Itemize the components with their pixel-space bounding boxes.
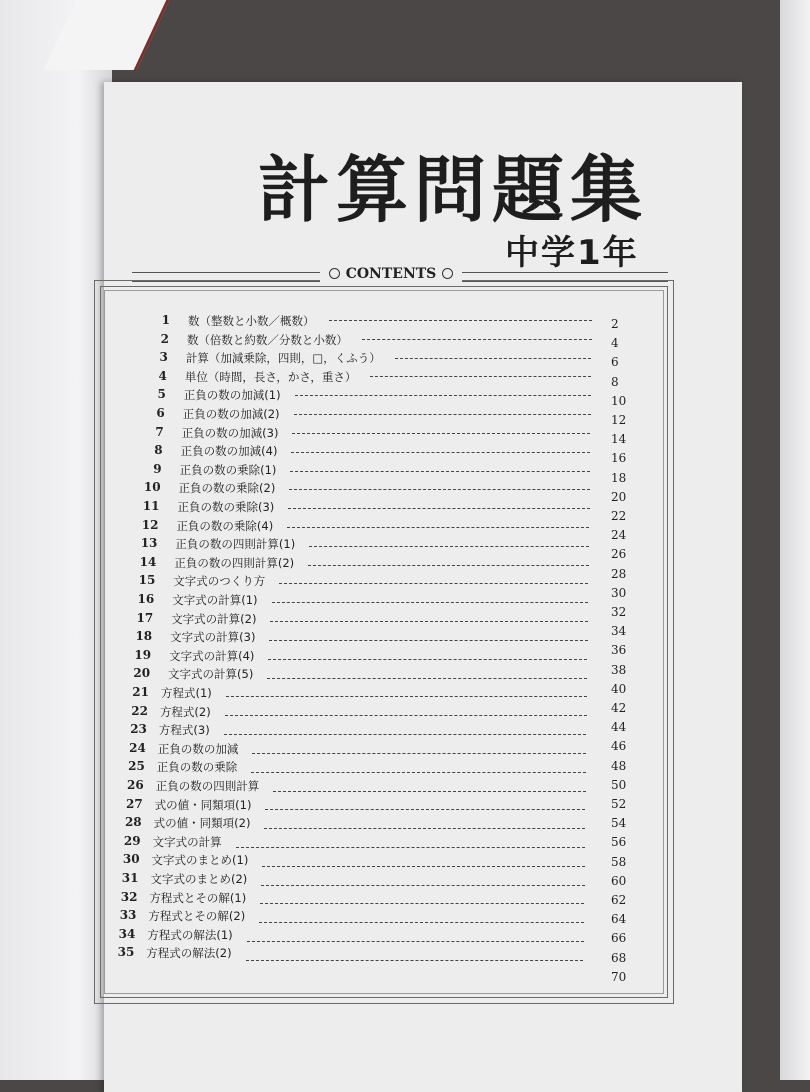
toc-item-page: 36 xyxy=(611,643,627,658)
toc-item-page: 56 xyxy=(611,835,627,850)
toc-item-number: 12 xyxy=(141,517,159,532)
toc-item-page: 28 xyxy=(611,566,627,581)
toc-item-leader xyxy=(226,696,587,697)
toc-item-leader xyxy=(265,809,585,810)
contents-heading xyxy=(320,266,462,282)
toc-item-leader xyxy=(251,772,586,773)
toc-item-label[interactable]: 正負の数の加減 xyxy=(157,741,239,756)
toc-item-page: 44 xyxy=(611,720,627,735)
toc-item-number: 4 xyxy=(158,368,167,383)
toc-item-number: 6 xyxy=(156,406,165,420)
toc-item-number: 30 xyxy=(122,852,140,867)
toc-item-number: 15 xyxy=(138,573,156,588)
toc-item-page: 6 xyxy=(611,355,619,370)
toc-item-page: 22 xyxy=(611,509,627,523)
toc-item-page: 2 xyxy=(611,317,619,331)
toc-item-page: 64 xyxy=(611,912,627,927)
toc-item-number: 34 xyxy=(118,926,136,941)
toc-item-number: 19 xyxy=(134,647,152,662)
toc-item-page: 42 xyxy=(611,701,627,715)
toc-item-leader xyxy=(288,508,589,509)
toc-item-leader xyxy=(261,885,584,886)
toc-item-number: 13 xyxy=(140,536,158,551)
toc-item-leader xyxy=(329,320,593,321)
right-book-page xyxy=(780,0,810,1080)
toc-item-label[interactable]: 文字式のつくり方 xyxy=(173,574,266,589)
toc-item-leader xyxy=(370,376,591,377)
toc-item-label[interactable]: 正負の数の乗除 xyxy=(156,760,238,775)
toc-item-label[interactable]: 文字式の計算(3) xyxy=(170,630,256,645)
toc-item-number: 31 xyxy=(121,871,139,885)
toc-item-label[interactable]: 正負の数の乗除(4) xyxy=(176,518,274,533)
toc-item-label[interactable]: 正負の数の四則計算(2) xyxy=(174,555,295,570)
toc-item-leader xyxy=(290,471,590,472)
toc-item-page: 16 xyxy=(611,451,627,466)
toc-item-number: 2 xyxy=(160,331,169,346)
toc-item-number: 33 xyxy=(119,908,137,923)
toc-item-number: 1 xyxy=(161,313,170,327)
toc-item-label[interactable]: 数（倍数と約数／分数と小数） xyxy=(186,332,348,347)
toc-item-page: 12 xyxy=(611,413,627,427)
toc-item-label[interactable]: 単位（時間，長さ，かさ，重さ） xyxy=(184,369,357,384)
toc-item-number: 27 xyxy=(125,796,143,811)
toc-item-page: 4 xyxy=(611,336,619,351)
toc-item-page: 66 xyxy=(611,931,627,946)
toc-item-page: 58 xyxy=(611,854,627,869)
toc-item-label[interactable]: 文字式の計算(1) xyxy=(172,593,258,607)
toc-item-leader xyxy=(395,358,592,359)
toc-item-label[interactable]: 方程式(3) xyxy=(158,723,210,738)
toc-item-label[interactable]: 文字式のまとめ(2) xyxy=(150,872,248,886)
toc-item-number: 10 xyxy=(143,480,161,495)
toc-item-number: 7 xyxy=(155,424,164,439)
toc-item-page: 26 xyxy=(611,547,627,562)
contents-heading-text: CONTENTS xyxy=(345,266,437,282)
contents-rule-left xyxy=(132,272,320,282)
toc-item-label[interactable]: 式の値・同類項(2) xyxy=(153,816,251,831)
toc-item-page: 20 xyxy=(611,489,627,504)
toc-item-leader xyxy=(272,602,589,603)
toc-item-leader xyxy=(260,903,584,904)
toc-item-number: 32 xyxy=(120,889,138,904)
toc-item-number: 29 xyxy=(123,833,141,848)
book-title: 計算問題集 xyxy=(258,148,649,232)
toc-item-label[interactable]: 正負の数の加減(4) xyxy=(180,444,278,459)
toc-item-leader xyxy=(267,678,587,679)
toc-item-page: 68 xyxy=(611,950,627,965)
toc-item-number: 21 xyxy=(132,685,149,699)
toc-item-number: 26 xyxy=(127,778,144,792)
toc-item-label[interactable]: 正負の数の乗除(3) xyxy=(177,500,275,514)
toc-item-leader xyxy=(308,565,589,566)
toc-item-page: 40 xyxy=(611,681,627,696)
toc-item-label[interactable]: 文字式の計算(5) xyxy=(168,667,254,682)
toc-item-page: 34 xyxy=(611,624,627,639)
toc-item-number: 18 xyxy=(135,629,153,644)
circle-ornament-icon xyxy=(329,268,340,279)
toc-item-label[interactable]: 方程式(1) xyxy=(161,686,212,700)
toc-item-label[interactable]: 式の値・同類項(1) xyxy=(154,797,252,812)
toc-item-leader xyxy=(236,847,585,848)
contents-rule-right xyxy=(462,272,668,282)
toc-item-leader xyxy=(259,922,584,923)
toc-item-leader xyxy=(224,734,587,735)
toc-item-label[interactable]: 文字式のまとめ(1) xyxy=(151,853,249,868)
toc-item-number: 28 xyxy=(124,815,142,830)
toc-item-page: 38 xyxy=(611,662,627,677)
toc-item-number: 8 xyxy=(154,443,163,458)
toc-item-page: 8 xyxy=(611,374,619,389)
toc-item-label[interactable]: 正負の数の四則計算(1) xyxy=(175,537,296,552)
toc-item-leader xyxy=(287,527,589,528)
toc-item-leader xyxy=(279,583,588,584)
toc-item-label[interactable]: 方程式の解法(2) xyxy=(146,946,232,961)
toc-item-page: 48 xyxy=(611,758,627,773)
toc-item-page: 30 xyxy=(611,585,627,600)
book-subtitle: 中学1年 xyxy=(505,233,639,273)
toc-item-number: 22 xyxy=(131,703,148,718)
toc-item-leader xyxy=(268,659,587,660)
toc-item-page: 60 xyxy=(611,873,627,888)
toc-item-label[interactable]: 正負の数の加減(3) xyxy=(181,425,279,440)
toc-item-leader xyxy=(295,395,591,396)
toc-item-number: 24 xyxy=(129,740,146,755)
toc-item-leader xyxy=(289,489,589,490)
toc-item-leader xyxy=(252,753,586,754)
toc-item-label[interactable]: 文字式の計算(4) xyxy=(169,648,255,663)
toc-item-leader xyxy=(294,414,591,415)
circle-ornament-icon xyxy=(442,268,453,279)
toc-item-page: 46 xyxy=(611,739,627,754)
toc-item-page: 52 xyxy=(611,797,627,811)
toc-item-label[interactable]: 方程式(2) xyxy=(159,704,211,719)
toc-item-label[interactable]: 正負の数の乗除(2) xyxy=(178,481,276,496)
toc-item-page: 24 xyxy=(611,528,627,543)
toc-item-label[interactable]: 文字式の計算 xyxy=(152,834,222,849)
toc-item-page: 62 xyxy=(611,893,627,907)
toc-item-number: 9 xyxy=(153,461,162,476)
toc-item-page: 18 xyxy=(611,470,627,485)
toc-item-leader xyxy=(309,546,589,547)
toc-item-label[interactable]: 方程式とその解(2) xyxy=(148,909,246,924)
toc-item-leader xyxy=(247,941,584,942)
toc-item-number: 16 xyxy=(137,592,155,606)
toc-item-leader xyxy=(225,715,587,716)
toc-item-leader xyxy=(362,339,592,340)
toc-item-leader xyxy=(269,640,587,641)
toc-item-number: 5 xyxy=(157,387,166,402)
toc-item-label[interactable]: 数（整数と小数／概数） xyxy=(188,314,315,328)
toc-item-leader xyxy=(270,621,588,622)
toc-item-page: 10 xyxy=(611,393,627,408)
toc-item-label[interactable]: 正負の数の四則計算 xyxy=(155,779,260,793)
toc-item-number: 25 xyxy=(128,759,145,774)
toc-item-page: 14 xyxy=(611,432,627,447)
toc-item-leader xyxy=(264,828,585,829)
toc-item-label[interactable]: 計算（加減乗除，四則，□，くふう） xyxy=(185,351,381,366)
toc-item-page: 32 xyxy=(611,605,627,619)
toc-item-label[interactable]: 方程式とその解(1) xyxy=(149,890,247,905)
toc-item-leader xyxy=(273,791,586,792)
toc-item-number: 11 xyxy=(142,499,160,513)
toc-item-label[interactable]: 正負の数の加減(1) xyxy=(183,388,281,403)
toc-item-label[interactable]: 正負の数の乗除(1) xyxy=(179,462,277,477)
toc-item-number: 17 xyxy=(136,610,154,625)
toc-item-page: 50 xyxy=(611,777,627,792)
toc-item-page: 54 xyxy=(611,816,627,831)
toc-item-leader xyxy=(291,452,590,453)
toc-item-leader xyxy=(292,433,590,434)
toc-item-page: 70 xyxy=(611,969,627,984)
toc-item-number: 35 xyxy=(117,945,135,960)
toc-item-leader xyxy=(262,866,584,867)
toc-item-label[interactable]: 文字式の計算(2) xyxy=(171,611,257,626)
toc-item-number: 20 xyxy=(133,666,151,681)
toc-item-number: 23 xyxy=(130,722,147,737)
toc-item-leader xyxy=(246,960,584,961)
toc-item-label[interactable]: 方程式の解法(1) xyxy=(147,927,233,942)
toc-item-number: 3 xyxy=(159,350,168,365)
toc-item-number: 14 xyxy=(139,554,157,569)
toc-item-label[interactable]: 正負の数の加減(2) xyxy=(182,407,280,421)
